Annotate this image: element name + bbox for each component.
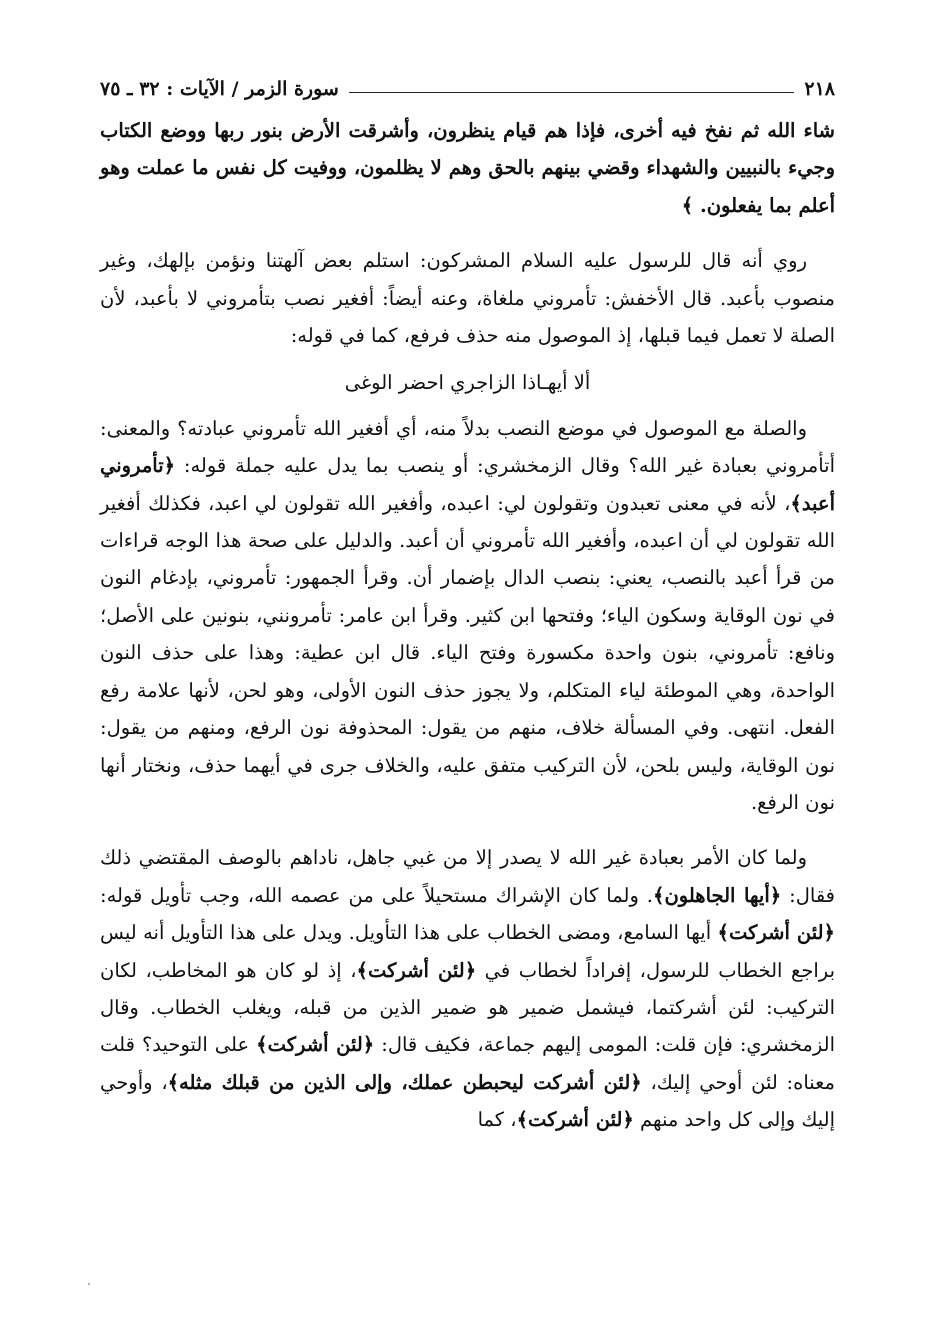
quran-verse-paragraph: شاء الله ثم نفخ فيه أخرى، فإذا هم قيام ينظرون، وأشرقت الأرض بنور ربها ووضع الكتاب وجيء بالنبيين والشهداء وقضي بينهم بالحق وهم لا يظلمون، ووفيت كل نفس ما عملت وهو أعلم بما يفعلون. ﴾: [100, 119, 835, 217]
surah-info: سورة الزمر / الآيات : ٣٢ ـ ٧٥: [100, 78, 339, 100]
quran-quote: ﴿لئن أشركت﴾: [516, 1108, 634, 1132]
header-rule: [349, 92, 795, 93]
quran-quote: ﴿لئن أشركت﴾: [356, 958, 477, 982]
quran-quote: ﴿أيها الجاهلون﴾: [653, 883, 782, 907]
poetry-verse: ألا أيهـاذا الزاجري احضر الوغى: [344, 371, 591, 395]
grammar-paragraph: [100, 410, 835, 821]
text-segment: أيها السامع، ومضى الخطاب على هذا التأويل. ويدل على هذا التأويل أنه ليس براجع الخطاب للرسول، إفراداً لخطاب في: [100, 921, 835, 982]
quran-quote: ﴿تأمروني أعبد﴾: [100, 454, 835, 515]
text-segment: . ولما كان الإشراك مستحيلاً على من عصمه الله، وجب تأويل قوله:: [100, 883, 654, 907]
book-page: [100, 70, 835, 1139]
page-header: [100, 70, 835, 108]
text-segment: والصلة مع الموصول في موضع النصب بدلاً منه، أي أفغير الله تأمروني عبادته؟ والمعنى: أتأمروني بعبادة غير الله؟ وقال الزمخشري: أو ينصب بما يدل عليه جملة قوله:: [100, 416, 835, 478]
commentary-paragraph: [100, 839, 835, 1138]
text-segment: ، وأوحي إليك وإلى كل واحد منهم: [100, 1070, 835, 1132]
text-segment: ، لأنه في معنى تعبدون وتقولون لي: اعبده، وأفغير الله تقولون لي اعبد، فكذلك أفغير الله تقولون لي أن اعبده، وأفغير الله تأمروني أن أعبد. والدليل على صحة هذا الوجه قراءات من قرأ أعبد بالنصب، يعني: بنصب الدال بإضمار أن. وقرأ الجمهور: تأمروني، بإدغام النون في نون الوقاية وسكون الياء؛ وفتحها ابن كثير. وقرأ ابن عامر: تأمرونني، بنونين على الأصل؛ ونافع: تأمروني، بنون واحدة مكسورة وفتح الياء. قال ابن عطية: وهذا على حذف النون الواحدة، وهي الموطئة لياء المتكلم، ولا يجوز حذف النون الأولى، وهو لحن، لأنها علامة رفع الفعل. انتهى. وفي المسألة خلاف، منهم من يقول: المحذوفة نون الرفع، ومنهم من يقول: نون الوقاية، وليس بلحن، لأن التركيب متفق عليه، والخلاف جرى في أيهما حذف، ونختار أنها نون الرفع.: [100, 491, 835, 814]
text-segment: على التوحيد؟ قلت معناه: لئن أوحي إليك،: [100, 1033, 835, 1094]
quran-quote: ﴿لئن أشركت﴾: [256, 1033, 375, 1057]
quran-quote: ﴿لئن أشركت ليحبطن عملك، وإلى الذين من قبلك مثله﴾: [167, 1070, 642, 1094]
text-segment: ، كما: [477, 1108, 517, 1132]
narration-paragraph: روي أنه قال للرسول عليه السلام المشركون: استلم بعض آلهتنا ونؤمن بإلهك، وغير منصوب بأعبد. قال الأخفش: تأمروني ملغاة، وعنه أيضاً: أفغير نصب بتأمروني لا بأعبد، لأن الصلة لا تعمل فيما قبلها، إذ الموصول منه حذف فرفع، كما في قوله:: [100, 249, 835, 348]
quran-quote: ﴿لئن أشركت﴾: [717, 921, 835, 945]
page-number: ٢١٨: [804, 78, 835, 100]
text-segment: ، إذ لو كان هو المخاطب، لكان التركيب: لئن أشركتما، فيشمل ضمير هو ضمير الذين من قبله، ويغلب الخطاب. وقال الزمخشري: فإن قلت: المومى إليهم جماعة، فكيف قال:: [100, 958, 835, 1057]
scan-speck: [88, 1283, 90, 1285]
text-segment: ولما كان الأمر بعبادة غير الله لا يصدر إلا من غبي جاهل، ناداهم بالوصف المقتضي ذلك فقال:: [100, 846, 836, 907]
